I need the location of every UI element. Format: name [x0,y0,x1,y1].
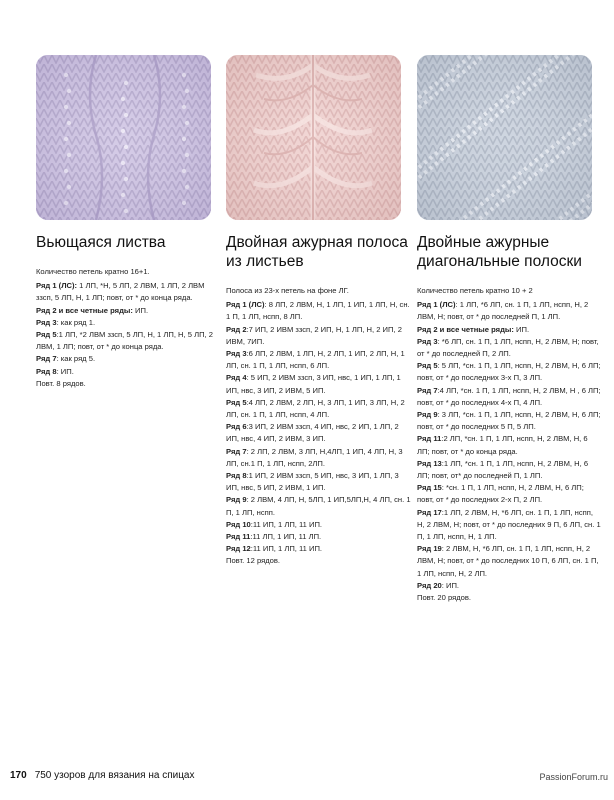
row-instruction: Ряд 20: ИП. [417,580,460,590]
row-instruction: Ряд 7: как ряд 5. [36,354,96,364]
row-instruction: Ряд 19: 2 ЛВМ, Н, *6 ЛП, сн. 1 П, 1 ЛП, нспп, Н, 2 ЛВМ, Н; повт, от * до последних 10 П, 6 ЛП, сн. 1 П, 1 ЛП, нспп, Н, 2 ЛП. [417,544,599,578]
row-instruction: Ряд 8:1 ИП, 2 ИВМ ззсп, 5 ИП, нвс, 3 ИП, 1 ЛП, 3 ИП, нвс, 5 ИП, 2 ИВМ, 1 ИП. [226,471,399,493]
pattern-title: Вьющаяся листва [36,234,166,251]
page-number: 170 [10,770,27,781]
row-instruction: Ряд 12:11 ИП, 1 ЛП, 11 ИП. [226,544,323,554]
row-instruction: Ряд 1 (ЛС): 1 ЛП, *Н, 5 ЛП, 2 ЛВМ, 1 ЛП, 2 ЛВМ ззсп, 5 ЛП, Н, 1 ЛП; повт, от * до конца ряда. [36,281,205,303]
pattern-column-2 [226,233,411,568]
pattern-rows [226,299,411,555]
row-instruction: Ряд 1 (ЛС): 8 ЛП, 2 ЛВМ, Н, 1 ЛП, 1 ИП, 1 ЛП, Н, сн. 1 П, 1 ЛП, нспп, 8 ЛП. [226,300,410,322]
swatch-photo-diagonal-stripes [417,55,592,220]
row-instruction: Ряд 11:2 ЛП, *сн. 1 П, 1 ЛП, нспп, Н, 2 ЛВМ, Н, 6 ЛП; повт, от * до конца ряда. [417,434,588,456]
swatch-photo-vines [36,55,211,220]
row-instruction: Ряд 17:1 ЛП, 2 ЛВМ, Н, *6 ЛП, сн. 1 П, 1 ЛП, нспп, Н, 2 ЛВМ, Н; повт, от * до последних 9 П, 6 ЛП, сн. 1 П, 1 ЛП, нспп, Н, 1 ЛП. [417,507,601,542]
row-instruction: Ряд 2:7 ИП, 2 ИВМ ззсп, 2 ИП, Н, 1 ЛП, Н, 2 ИП, 2 ИВМ, 7ИП. [226,324,402,346]
pattern-column-3 [417,233,602,604]
row-instruction: Ряд 5:4 ЛП, 2 ЛВМ, 2 ЛП, Н, 3 ЛП, 1 ИП, 3 ЛП, Н, 2 ЛП, сн. 1 П, 1 ЛП, нспп, 4 ЛП. [226,397,405,420]
book-title: 750 узоров для вязания на спицах [34,770,195,781]
row-instruction: Ряд 2 и все четные ряды: ИП. [36,305,149,315]
row-instruction: Ряд 3:6 ЛП, 2 ЛВМ, 1 ЛП, Н, 2 ЛП, 1 ИП, 2 ЛП, Н, 1 ЛП, сн. 1 П, 1 ЛП, нспп, 6 ЛП. [226,349,405,371]
row-instruction: Ряд 8: ИП. [36,366,74,376]
pattern-column-1 [36,233,221,390]
row-instruction: Ряд 15: *сн. 1 П, 1 ЛП, нспп, Н, 2 ЛВМ, Н, 6 ЛП; повт, от * до последних 2-х П, 2 ЛП. [417,483,584,505]
watermark: PassionForum.ru [539,772,608,782]
row-instruction: Ряд 10:11 ИП, 1 ЛП, 11 ИП. [226,519,323,529]
page-footer [10,770,194,781]
row-instruction: Ряд 7: 2 ЛП, 2 ЛВМ, 3 ЛП, Н,4ЛП, 1 ИП, 4 ЛП, Н, 3 ЛП, сн.1 П, 1 ЛП, нспп, 2ЛП. [226,446,403,468]
row-instruction: Ряд 9: 2 ЛВМ, 4 ЛП, Н, 5ЛП, 1 ИП,5ЛП,Н, 4 ЛП, сн. 1 П, 1 ЛП, нспп. [226,495,411,517]
row-instruction: Ряд 11:11 ЛП, 1 ИП, 11 ЛП. [226,532,322,542]
swatch-photo-leaf-band [226,55,401,220]
pattern-title: Двойные ажурные диагональные полоски [417,234,582,270]
row-instruction: Ряд 2 и все четные ряды: ИП. [417,324,530,334]
row-instruction: Ряд 13:1 ЛП, *сн. 1 П, 1 ЛП, нспп, Н, 2 ЛВМ, Н, 6 ЛП; повт, от* до последней П, 1 ЛП. [417,458,589,481]
pattern-repeat: Повт. 8 рядов. [36,378,86,388]
row-instruction: Ряд 3: как ряд 1. [36,317,96,327]
row-instruction: Ряд 7:4 ЛП, *сн. 1 П, 1 ЛП, нспп, Н, 2 ЛВМ, Н , 6 ЛП; повт, от * до последних 4-х П, 4 ЛП. [417,385,601,407]
row-instruction: Ряд 3: *6 ЛП, сн. 1 П, 1 ЛП, нспп, Н, 2 ЛВМ, Н; повт, от * до последней П, 2 ЛП. [417,336,599,359]
pattern-intro: Количество петель кратно 10 + 2 [417,286,533,295]
row-instruction: Ряд 5:1 ЛП, *2 ЛВМ ззсп, 5 ЛП, Н, 1 ЛП, Н, 5 ЛП, 2 ЛВМ, 1 ЛП; повт, от * до конца ряда. [36,330,213,352]
row-instruction: Ряд 9: 3 ЛП, *сн. 1 П, 1 ЛП, нспп, Н, 2 ЛВМ, Н, 6 ЛП; повт, от * до последних 5 П, 5 ЛП. [417,410,601,432]
pattern-title: Двойная ажурная полоса из листьев [226,234,408,270]
row-instruction: Ряд 4: 5 ИП, 2 ИВМ ззсп, 3 ИП, нвс, 1 ИП, 1 ЛП, 1 ИП, нвс, 3 ИП, 2 ИВМ, 5 ИП. [226,373,401,395]
pattern-rows [36,280,221,378]
pattern-intro: Полоса из 23-х петель на фоне ЛГ. [226,286,349,295]
pattern-intro: Количество петель кратно 16+1. [36,267,150,276]
row-instruction: Ряд 6:3 ИП, 2 ИВМ ззсп, 4 ИП, нвс, 2 ИП, 1 ЛП, 2 ИП, нвс, 4 ИП, 2 ИВМ, 3 ИП. [226,422,399,444]
pattern-repeat: Повт. 12 рядов. [226,556,281,566]
row-instruction: Ряд 5: 5 ЛП, *сн. 1 П, 1 ЛП, нспп, Н, 2 ЛВМ, Н, 6 ЛП; повт, от * до последних 3-х П, 3 ЛП. [417,361,601,383]
row-instruction: Ряд 1 (ЛС): 1 ЛП, *6 ЛП, сн. 1 П, 1 ЛП, нспп, Н, 2 ЛВМ, Н; повт, от * до последней П, 1 ЛП. [417,300,589,322]
pattern-rows [417,299,602,592]
pattern-repeat: Повт. 20 рядов. [417,593,472,603]
